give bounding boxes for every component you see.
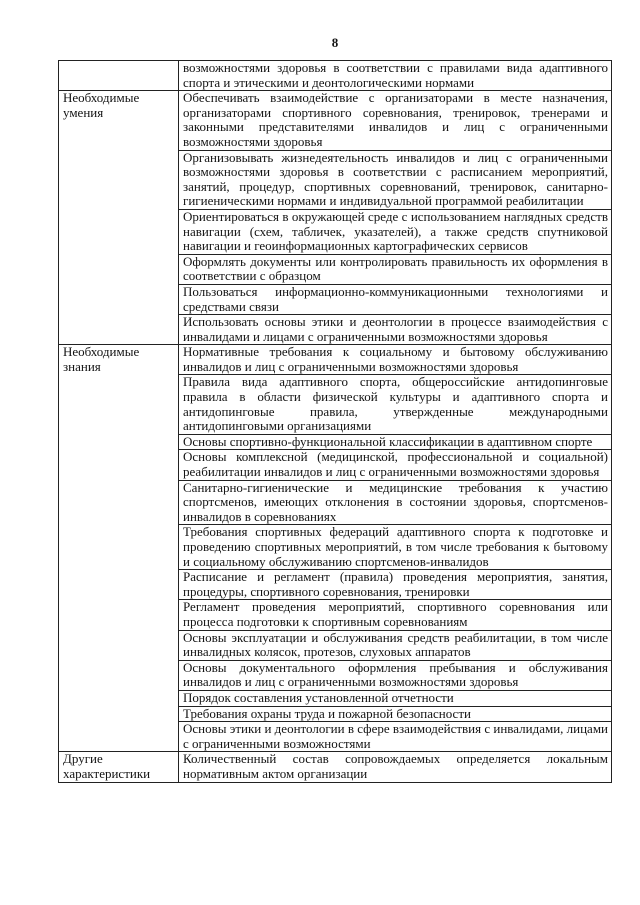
knowledge-item: Основы документального оформления пребывания и обслуживания инвалидов и лиц с ограниченными возможностями здоровья (179, 660, 612, 690)
knowledge-item: Правила вида адаптивного спорта, общероссийские антидопинговые правила в области физической культуры и адаптивного спорта и антидопинговые правила, утвержденные международными антидопинговыми организациями (179, 375, 612, 434)
skill-item: Использовать основы этики и деонтологии в процессе взаимодействия с инвалидами и лицами с ограниченными возможностями здоровья (179, 315, 612, 345)
knowledge-item: Расписание и регламент (правила) проведения мероприятия, занятия, процедуры, спортивного соревнования, тренировки (179, 570, 612, 600)
other-characteristics-item: Количественный состав сопровождаемых определяется локальным нормативным актом организации (179, 752, 612, 782)
table-row (59, 345, 612, 375)
table-row (59, 91, 612, 150)
skill-item: Пользоваться информационно-коммуникационными технологиями и средствами связи (179, 284, 612, 314)
knowledge-item: Порядок составления установленной отчетности (179, 690, 612, 706)
empty-label-cell (59, 61, 179, 91)
continuation-item: возможностями здоровья в соответствии с правилами вида адаптивного спорта и этическими и деонтологическими нормами (179, 61, 612, 91)
knowledge-item: Санитарно-гигиенические и медицинские требования к участию спортсменов, имеющих отклонения в состоянии здоровья, спортсменов-инвалидов в соревнованиях (179, 480, 612, 525)
knowledge-item: Требования спортивных федераций адаптивного спорта к подготовке и проведению спортивных мероприятий, в том числе требования к бытовому и социальному обслуживанию спортсменов-инвалидов (179, 525, 612, 570)
knowledge-item: Основы комплексной (медицинской, профессиональной и социальной) реабилитации инвалидов и лиц с ограниченными возможностями здоровья (179, 450, 612, 480)
skill-item: Оформлять документы или контролировать правильность их оформления в соответствии с образцом (179, 254, 612, 284)
skills-label: Необходимые умения (59, 91, 179, 345)
knowledge-item: Требования охраны труда и пожарной безопасности (179, 706, 612, 722)
other-characteristics-label: Другие характеристики (59, 752, 179, 782)
table-row (59, 61, 612, 91)
knowledge-item: Основы эксплуатации и обслуживания средств реабилитации, в том числе инвалидных колясок, протезов, слуховых аппаратов (179, 630, 612, 660)
knowledge-item: Основы спортивно-функциональной классификации в адаптивном спорте (179, 434, 612, 450)
skill-item: Ориентироваться в окружающей среде с использованием наглядных средств навигации (схем, табличек, указателей), а также средств спутниковой навигации и геоинформационных картографических сервисов (179, 209, 612, 254)
knowledge-label: Необходимые знания (59, 345, 179, 752)
knowledge-item: Нормативные требования к социальному и бытовому обслуживанию инвалидов и лиц с ограниченными возможностями здоровья (179, 345, 612, 375)
knowledge-item: Регламент проведения мероприятий, спортивного соревнования или процесса подготовки к спортивным соревнованиям (179, 600, 612, 630)
skill-item: Обеспечивать взаимодействие с организаторами в месте назначения, организаторами спортивного соревнования, тренировок, тренерами и законными представителями инвалидов и лиц с ограниченными возможностями здоровья (179, 91, 612, 150)
table-row (59, 752, 612, 782)
knowledge-item: Основы этики и деонтологии в сфере взаимодействия с инвалидами, лицами с ограниченными возможностями (179, 722, 612, 752)
requirements-table (58, 60, 612, 783)
page-number: 8 (331, 35, 339, 50)
skill-item: Организовывать жизнедеятельность инвалидов и лиц с ограниченными возможностями здоровья в соответствии с расписанием мероприятий, занятий, процедур, спортивных соревнований, тренировок, санитарно-гигиеническими нормами и индивидуальной программой реабилитации (179, 150, 612, 209)
